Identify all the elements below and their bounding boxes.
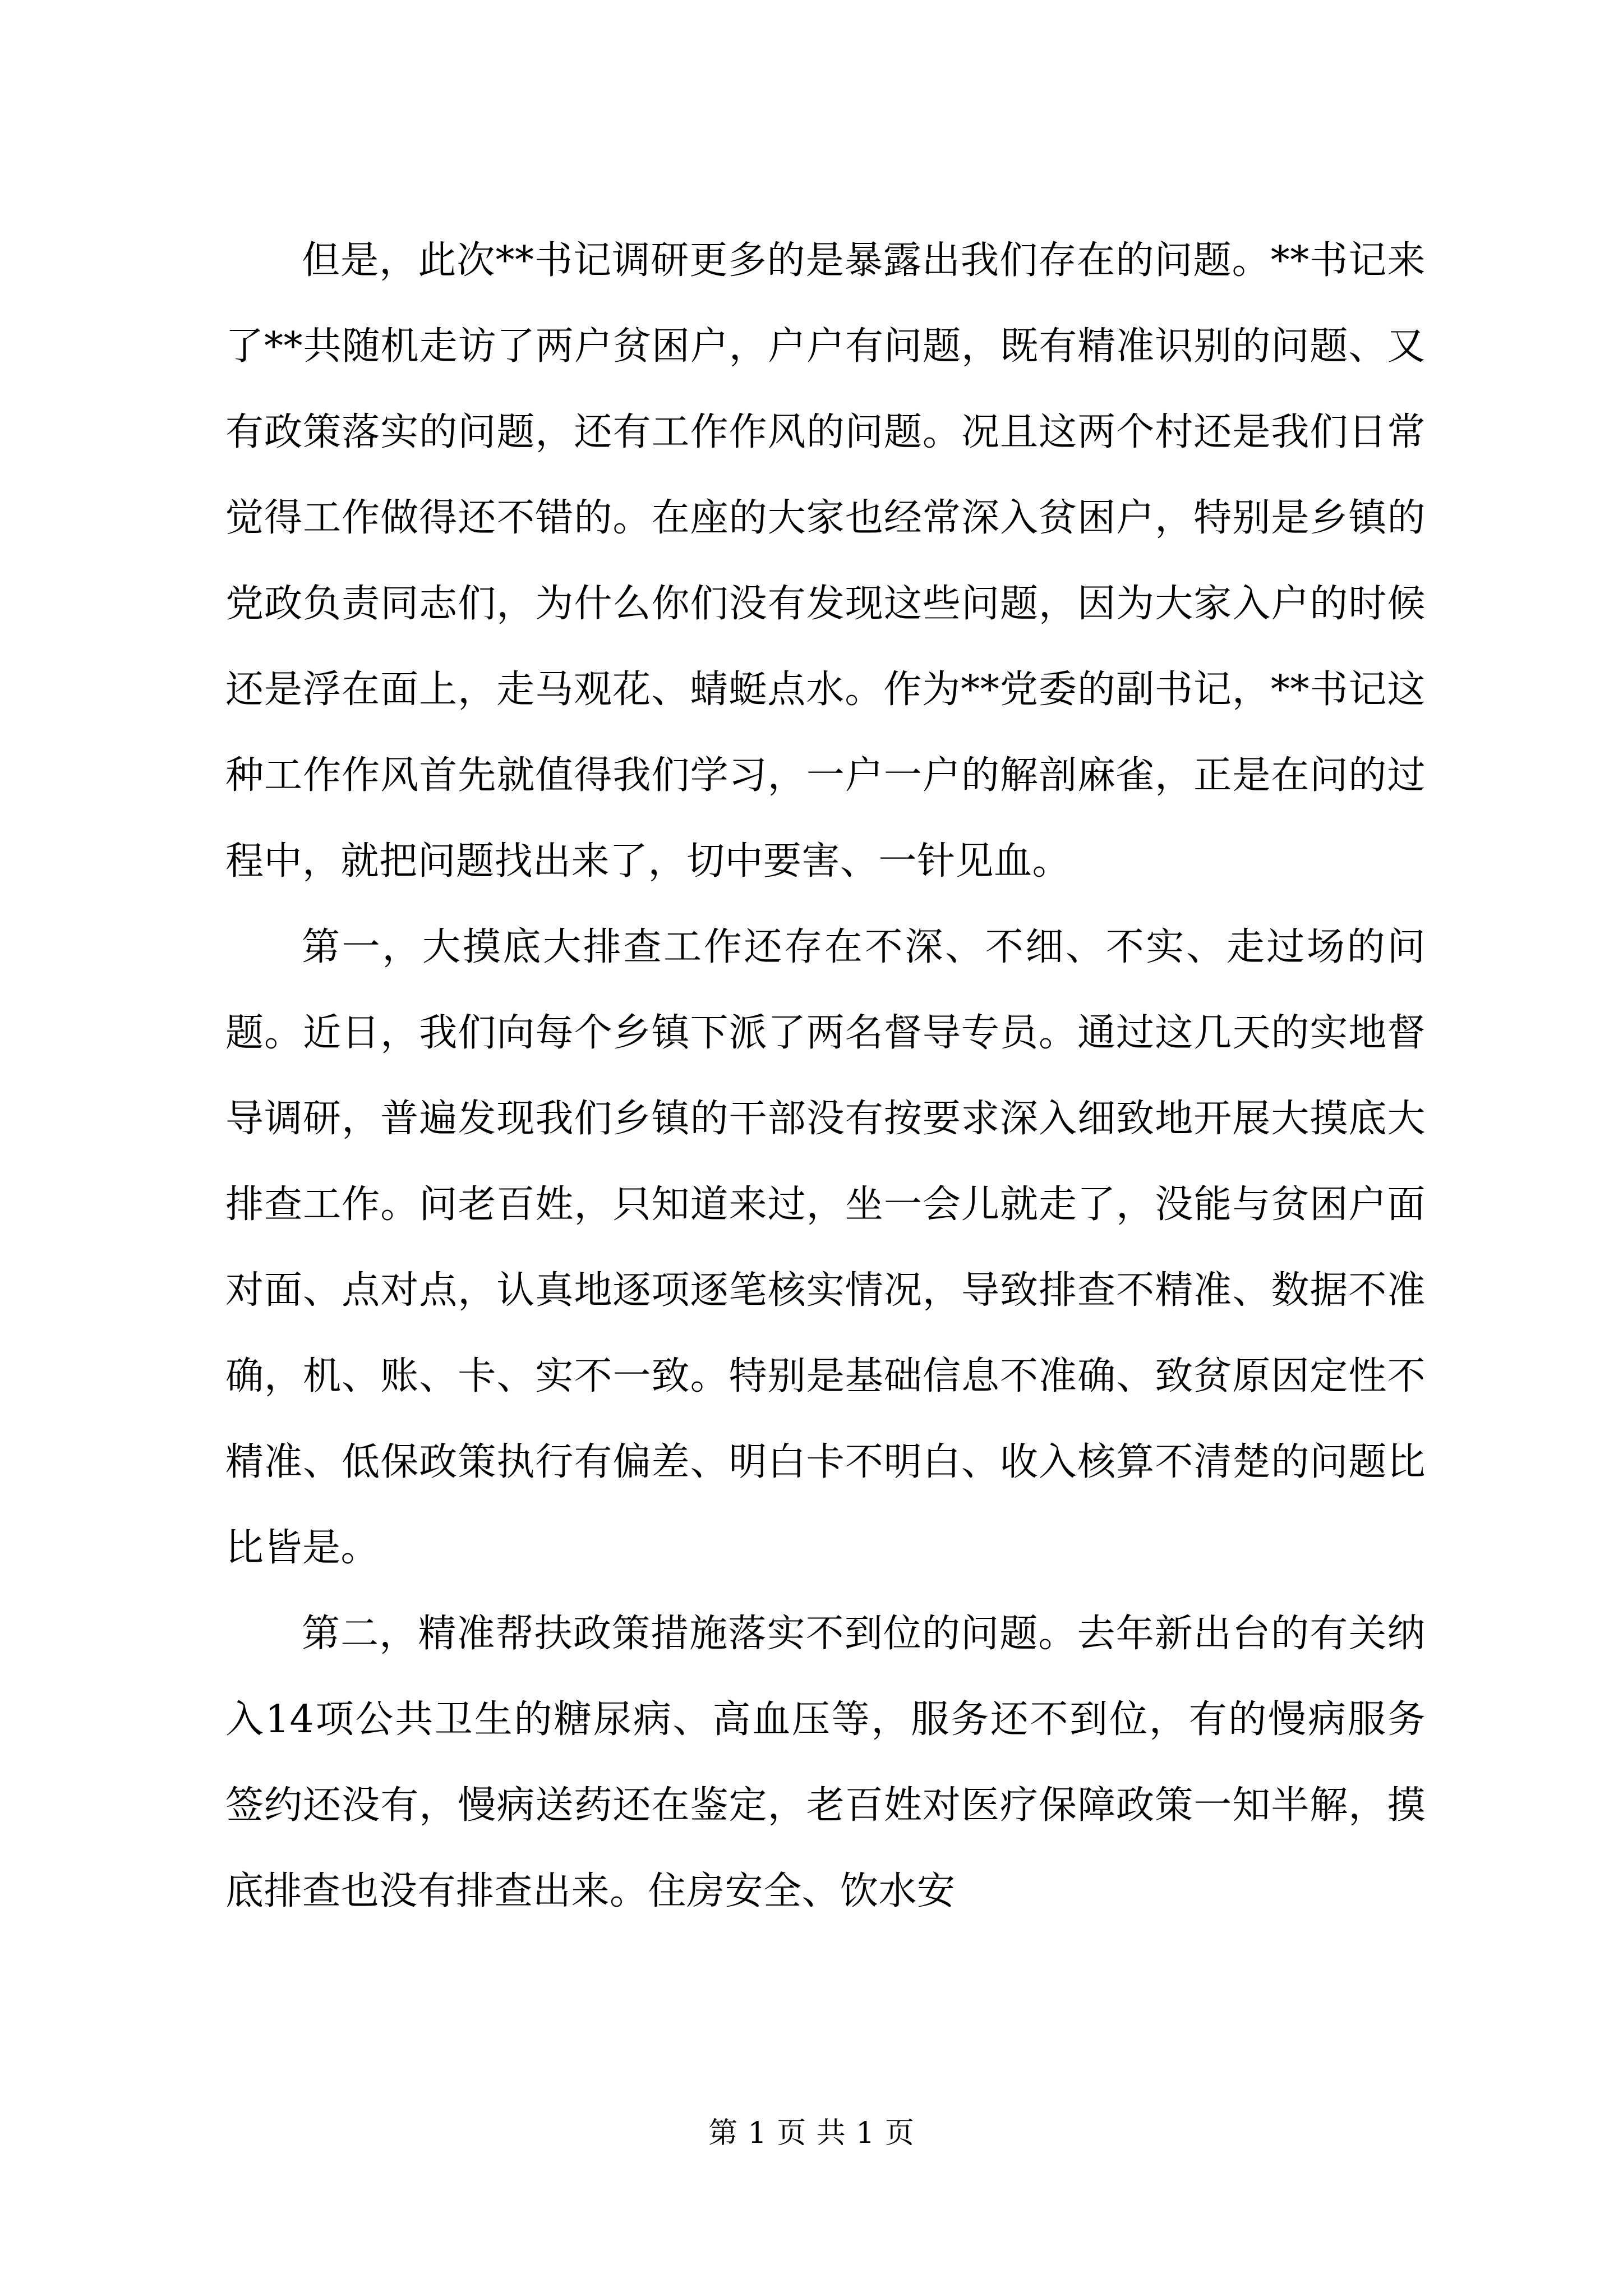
paragraph-1: 但是，此次**书记调研更多的是暴露出我们存在的问题。**书记来了**共随机走访了两户贫困户，户户有问题，既有精准识别的问题、又有政策落实的问题，还有工作作风的问题。况且这两个村还是我们日常觉得工作做得还不错的。在座的大家也经常深入贫困户，特别是乡镇的党政负责同志们，为什么你们没有发现这些问题，因为大家入户的时候还是浮在面上，走马观花、蜻蜓点水。作为**党委的副书记，**书记这种工作作风首先就值得我们学习，一户一户的解剖麻雀，正是在问的过程中，就把问题找出来了，切中要害、一针见血。 [225, 238, 1426, 884]
page-number-label: 第 1 页 共 1 页 [708, 2116, 915, 2150]
document-body [225, 218, 1426, 1934]
page-footer [0, 2114, 1623, 2153]
paragraph-2: 第一，大摸底大排查工作还存在不深、不细、不实、走过场的问题。近日，我们向每个乡镇下派了两名督导专员。通过这几天的实地督导调研，普遍发现我们乡镇的干部没有按要求深入细致地开展大摸底大排查工作。问老百姓，只知道来过，坐一会儿就走了，没能与贫困户面对面、点对点，认真地逐项逐笔核实情况，导致排查不精准、数据不准确，机、账、卡、实不一致。特别是基础信息不准确、致贫原因定性不精准、低保政策执行有偏差、明白卡不明白、收入核算不清楚的问题比比皆是。 [225, 925, 1426, 1570]
paragraph-3: 第二，精准帮扶政策措施落实不到位的问题。去年新出台的有关纳入14项公共卫生的糖尿病、高血压等，服务还不到位，有的慢病服务签约还没有，慢病送药还在鉴定，老百姓对医疗保障政策一知半解，摸底排查也没有排查出来。住房安全、饮水安 [225, 1612, 1426, 1913]
